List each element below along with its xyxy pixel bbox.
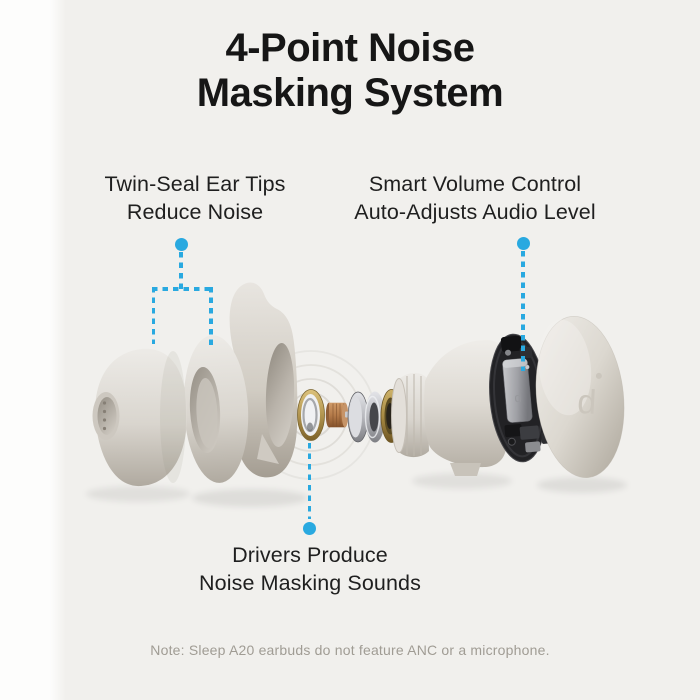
driver-diaphragm	[298, 390, 325, 441]
leader-line-drivers	[308, 443, 312, 519]
callout-dot-icon	[517, 237, 530, 250]
page-title-line2: Masking System	[196, 71, 504, 115]
footnote: Note: Sleep A20 earbuds do not feature ANC or a microphone.	[150, 642, 550, 658]
voice-coil	[326, 403, 351, 428]
callout-ear-tips	[55, 171, 335, 226]
callout-dot-icon	[175, 238, 188, 251]
callout-smart-volume	[335, 171, 615, 226]
callout-drivers	[170, 542, 450, 597]
earbud-body	[392, 340, 507, 476]
callout-drivers-line1: Drivers Produce	[232, 543, 388, 567]
callout-smart-volume-line2: Auto-Adjusts Audio Level	[354, 199, 596, 224]
callout-smart-volume-line1: Smart Volume Control	[368, 172, 582, 196]
callout-ear-tips-line1: Twin-Seal Ear Tips	[104, 172, 286, 196]
leader-line-ear-tips-drop-left	[152, 287, 156, 344]
leader-line-ear-tips-drop-right	[209, 287, 213, 346]
leader-line-ear-tips-stem	[179, 252, 183, 289]
ground-shadows	[86, 473, 627, 507]
callout-dot-icon	[303, 522, 316, 535]
leader-line-ear-tips-bracket	[152, 287, 213, 291]
ear-tip-dome	[93, 349, 188, 486]
brand-logo-icon: d	[513, 389, 523, 406]
leader-line-smart-volume	[521, 251, 525, 371]
callout-ear-tips-line2: Reduce Noise	[126, 199, 264, 224]
earbud-exploded-view	[40, 270, 660, 540]
brand-logo-icon: d	[576, 382, 598, 422]
page-title	[0, 26, 700, 116]
callout-drivers-line2: Noise Masking Sounds	[199, 570, 421, 595]
outer-shell	[528, 312, 631, 482]
page-title-line1: 4-Point Noise	[225, 26, 475, 70]
